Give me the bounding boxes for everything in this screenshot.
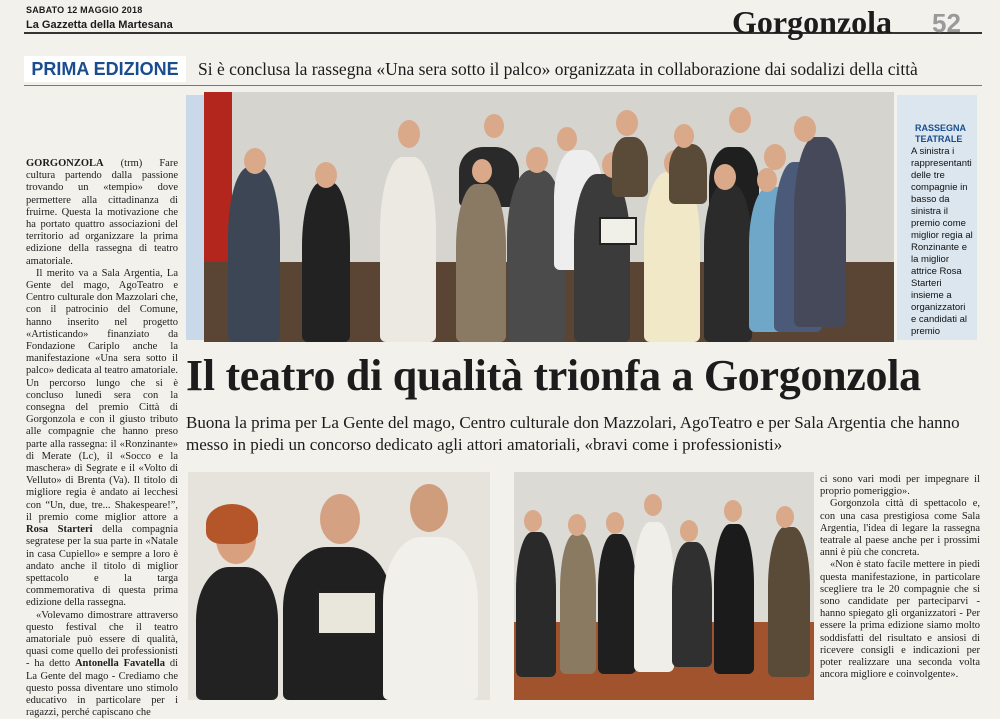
article-column-left (26, 158, 179, 719)
person (704, 184, 752, 342)
person-head (410, 484, 448, 532)
caption-title: RASSEGNA TEATRALE (915, 123, 966, 144)
person (612, 137, 648, 197)
person-head (680, 520, 698, 542)
issue-date: SABATO 12 MAGGIO 2018 (26, 5, 143, 15)
main-photo (204, 92, 894, 342)
kicker-rule (24, 85, 982, 86)
person (302, 182, 350, 342)
article-column-right (820, 474, 980, 704)
person-head (526, 147, 548, 173)
award-photo-left (188, 472, 490, 700)
paragraph: «Non è stato facile mettere in piedi questa manifestazione, in particolare scegliere tra le 20 compagnie che si sono candidate per parteciparvi - hanno spiegato gli organizzatori - Per essere la prima edizione siamo molto soddisfatti del risultato e ansiosi di ricevere consigli e indicazioni per poter realizzare una seconda volta ancora migliore e coinvolgente». (820, 559, 980, 681)
person-head (794, 116, 816, 142)
kicker-label: PRIMA EDIZIONE (24, 56, 186, 82)
person (598, 534, 636, 674)
person (560, 534, 596, 674)
person-name: Rosa Starteri (26, 524, 93, 536)
award-plaque (316, 590, 378, 636)
paragraph: «Volevamo dimostrare attraverso questo festival che il teatro amatoriale può essere di qualità, quasi come quello dei professionisti - ha detto (26, 609, 178, 670)
person-name: Antonella Favatella (74, 658, 165, 670)
hair (206, 504, 258, 544)
person (574, 174, 630, 342)
person-head (724, 500, 742, 522)
person-head (757, 168, 777, 192)
person (714, 524, 754, 674)
group-photo-right (514, 472, 814, 700)
person (456, 184, 506, 342)
paragraph: Il merito va a Sala Argentia, La Gente del mago, AgoTeatro e Centro culturale don Mazzolari che, con il patrocinio del Comune, hanno inserito nel progetto «Artisticando» finanziato da Fondazione Cariplo anche la manifestazione «Una sera sotto il palco» dedicata al teatro amatoriale. Un percorso lungo che si è concluso lunedì sera con la consegna del premio Città di Gorgonzola e con il giusto tributo alle compagnie che hanno preso parte alla rassegna: il «Ronzinante» di Merate (Lc), il «Socco e la maschera» di Segrate e il «Volto di Velluto» di Brenta (Va). Il titolo di migliore regia è andato ai lecchesi con “Un, due, tre... Shakespeare!”, il premio come miglior attore a (26, 267, 178, 523)
person (768, 527, 810, 677)
person (669, 144, 707, 204)
article-summary: Buona la prima per La Gente del mago, Centro culturale don Mazzolari, AgoTeatro e per Sala Argentia che hanno messo in piedi un concorso dedicato agli attori amatoriali, «bravi come i professionisti» (186, 413, 960, 454)
person-head (315, 162, 337, 188)
person (383, 537, 478, 700)
person-head (714, 164, 736, 190)
dateline: GORGONZOLA (26, 158, 104, 169)
paragraph: Fare cultura partendo dalla passione trovando un «tempio» dove permettere alla cittadinanza di fruirne. Questa la motivazione che ha portato quattro associazioni del territorio ad organizzare la prima edizione della rassegna di teatro amatoriale. (26, 158, 178, 267)
person (634, 522, 674, 672)
person-head (244, 148, 266, 174)
person-head (674, 124, 694, 148)
paragraph: ci sono vari modi per impegnare il proprio pomeriggio». (820, 474, 980, 498)
person-head (320, 494, 360, 544)
person (380, 157, 436, 342)
person-head (398, 120, 420, 148)
caption-body: A sinistra i rappresentanti delle tre compagnie in basso da sinistra il premio come miglior regia al Ronzinante e la miglior attrice Rosa Starteri insieme a organizzatori e candidati al premio (911, 146, 973, 337)
photo-caption (897, 95, 977, 340)
person-head (776, 506, 794, 528)
person-head (484, 114, 504, 138)
person-head (606, 512, 624, 534)
person (196, 567, 278, 700)
person (228, 167, 280, 342)
kicker-text: Si è conclusa la rassegna «Una sera sotto il palco» organizzata in collaborazione dai sodalizi della città (198, 59, 918, 79)
person-head (524, 510, 542, 532)
person-head (764, 144, 786, 170)
photo-left-bar (186, 95, 204, 340)
paragraph: di La Gente del mago - Crediamo che questo possa diventare uno stimolo educativo in particolare per i ragazzi, perché capiscano che (26, 658, 179, 719)
person-head (644, 494, 662, 516)
newspaper-name: La Gazzetta della Martesana (26, 19, 173, 31)
award-plaque (599, 217, 637, 245)
person (672, 542, 712, 667)
byline: (trm) (120, 158, 143, 169)
headline: Il teatro di qualità trionfa a Gorgonzola (186, 351, 921, 400)
person-head (616, 110, 638, 136)
person-head (472, 159, 492, 183)
person (794, 137, 846, 327)
section-title: Gorgonzola (732, 4, 892, 40)
person-head (557, 127, 577, 151)
page-number: 52 (932, 8, 961, 38)
person (516, 532, 556, 677)
person-head (568, 514, 586, 536)
paragraph: della compagnia segratese per la sua parte in «Natale in casa Cupiello» e sempre a loro è andato anche il titolo di miglior spettacolo e la targa commemorativa di questa prima edizione della rassegna. (26, 524, 178, 609)
person-head (729, 107, 751, 133)
paragraph: Gorgonzola città di spettacolo e, con una casa prestigiosa come Sala Argentia, l'idea di legare la rassegna teatrale al paese anche per i prossimi anni è più che concreta. (820, 498, 980, 559)
